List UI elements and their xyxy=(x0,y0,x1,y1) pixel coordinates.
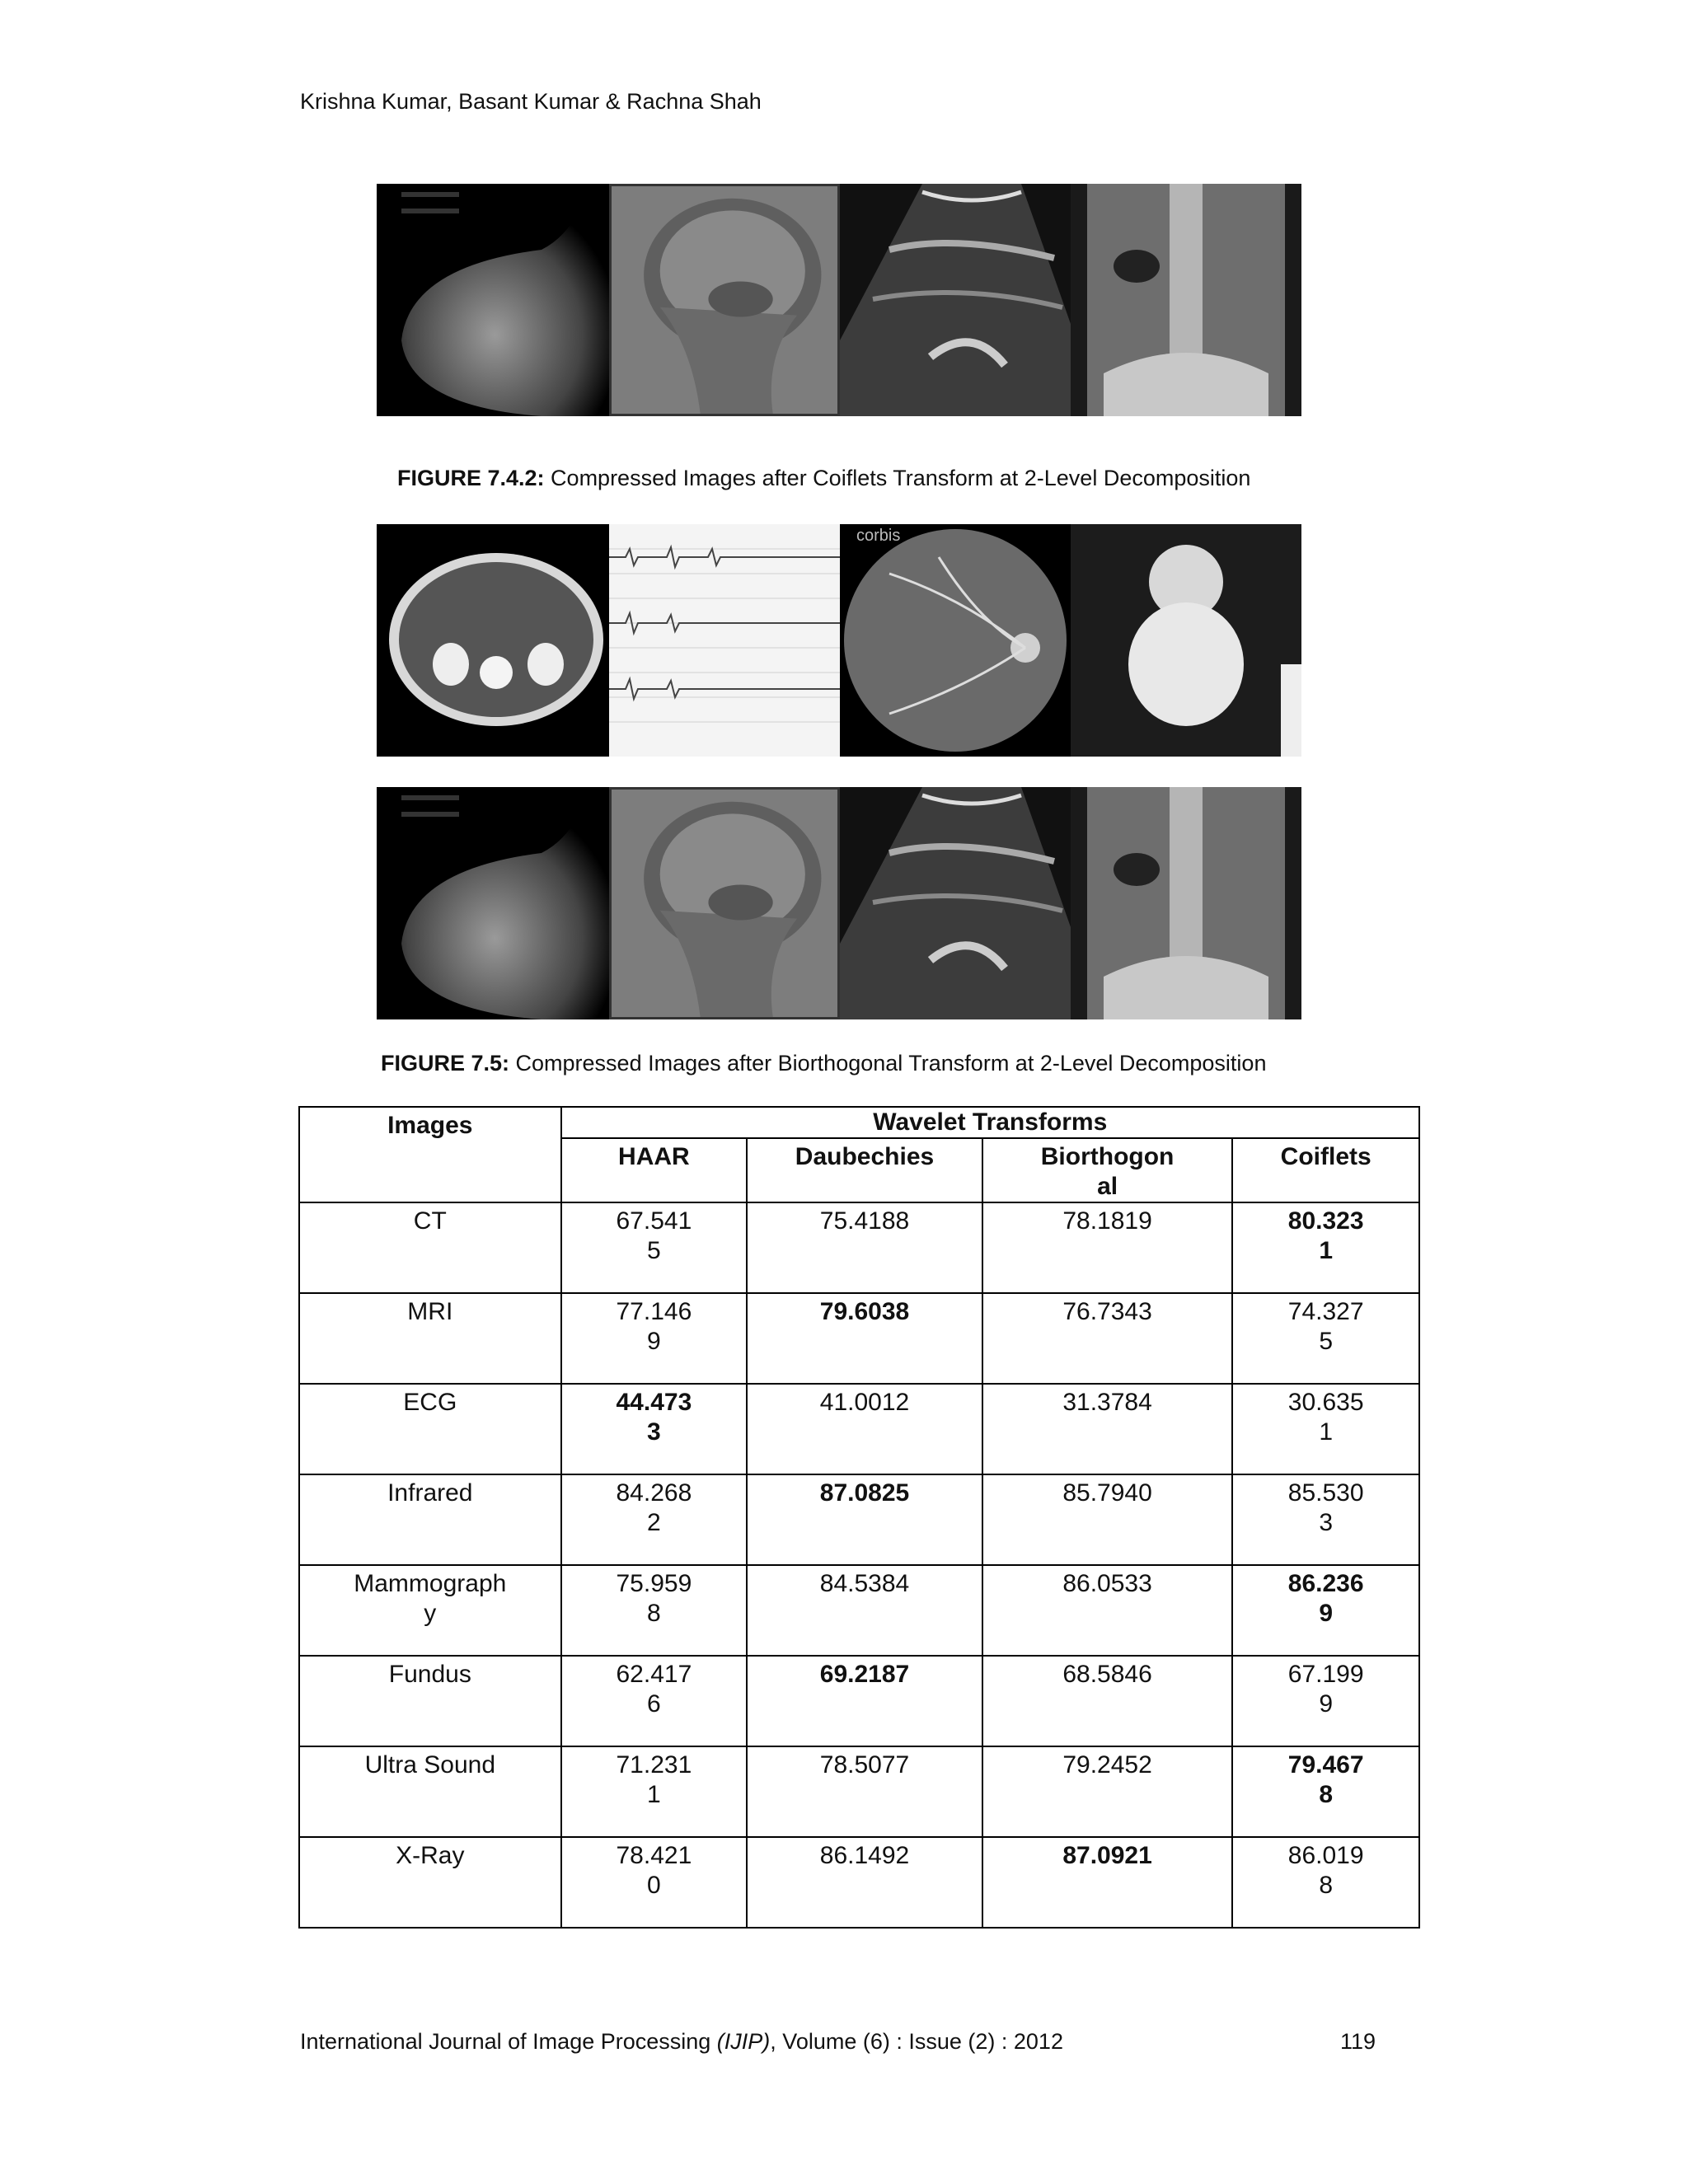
figure-caption-text: Compressed Images after Biorthogonal Transform at 2-Level Decomposition xyxy=(509,1051,1267,1076)
row-image-name: CT xyxy=(299,1202,561,1293)
col-coiflets: Coiflets xyxy=(1232,1138,1419,1202)
table-row xyxy=(299,1384,1419,1474)
journal-issue: , Volume (6) : Issue (2) : 2012 xyxy=(770,2029,1063,2054)
table-row xyxy=(299,1565,1419,1656)
results-table xyxy=(298,1106,1420,1929)
table-cell: 74.3275 xyxy=(1232,1293,1419,1384)
table-cell: 41.0012 xyxy=(747,1384,982,1474)
figure-caption-text: Compressed Images after Coiflets Transform at 2-Level Decomposition xyxy=(544,466,1251,490)
table-cell: 87.0921 xyxy=(982,1837,1233,1928)
row-image-name: Mammography xyxy=(299,1565,561,1656)
row-image-name: MRI xyxy=(299,1293,561,1384)
mammography-image xyxy=(377,787,609,1019)
ecg-image xyxy=(609,524,840,757)
table-cell: 86.1492 xyxy=(747,1837,982,1928)
table-cell: 62.4176 xyxy=(561,1656,748,1746)
table-cell: 69.2187 xyxy=(747,1656,982,1746)
table-cell: 75.4188 xyxy=(747,1202,982,1293)
page-number: 119 xyxy=(1340,2029,1376,2054)
figure-label: FIGURE 7.4.2: xyxy=(397,466,545,490)
header-images: Images xyxy=(299,1107,561,1202)
infrared-image xyxy=(1071,524,1301,757)
table-cell: 85.5303 xyxy=(1232,1474,1419,1565)
header-wavelet-transforms: Wavelet Transforms xyxy=(561,1107,1419,1138)
table-cell: 85.7940 xyxy=(982,1474,1233,1565)
table-row xyxy=(299,1293,1419,1384)
table-body xyxy=(299,1202,1419,1928)
row-image-name: Infrared xyxy=(299,1474,561,1565)
row-image-name: Ultra Sound xyxy=(299,1746,561,1837)
table-cell: 31.3784 xyxy=(982,1384,1233,1474)
table-cell: 84.2682 xyxy=(561,1474,748,1565)
journal-footer xyxy=(300,2029,1063,2055)
mri-image xyxy=(609,184,840,416)
ct-image xyxy=(377,524,609,757)
figure-7-4-2-caption xyxy=(397,466,1250,491)
table-cell: 67.1999 xyxy=(1232,1656,1419,1746)
table-cell: 44.4733 xyxy=(561,1384,748,1474)
table-cell: 77.1469 xyxy=(561,1293,748,1384)
table-cell: 68.5846 xyxy=(982,1656,1233,1746)
table-cell: 86.2369 xyxy=(1232,1565,1419,1656)
figure-7-4-2-image-strip xyxy=(377,184,1301,416)
table-row xyxy=(299,1746,1419,1837)
journal-abbr: (IJIP) xyxy=(716,2029,771,2054)
corbis-watermark: corbis xyxy=(856,527,901,545)
table-cell: 86.0533 xyxy=(982,1565,1233,1656)
xray-image xyxy=(1071,184,1301,416)
table-cell: 67.5415 xyxy=(561,1202,748,1293)
table-row xyxy=(299,1474,1419,1565)
ultrasound-image xyxy=(840,787,1071,1019)
row-image-name: ECG xyxy=(299,1384,561,1474)
xray-image xyxy=(1071,787,1301,1019)
table-cell: 84.5384 xyxy=(747,1565,982,1656)
col-biorthogonal: Biorthogonal xyxy=(982,1138,1233,1202)
table-cell: 79.2452 xyxy=(982,1746,1233,1837)
figure-7-5-bottom-image-strip xyxy=(377,787,1301,1019)
fundus-image xyxy=(840,524,1071,757)
table-cell: 87.0825 xyxy=(747,1474,982,1565)
table-cell: 76.7343 xyxy=(982,1293,1233,1384)
table-row xyxy=(299,1837,1419,1928)
table-cell: 86.0198 xyxy=(1232,1837,1419,1928)
table-cell: 30.6351 xyxy=(1232,1384,1419,1474)
figure-7-5-top-image-strip xyxy=(377,524,1301,757)
row-image-name: Fundus xyxy=(299,1656,561,1746)
figure-7-5-caption xyxy=(381,1051,1266,1076)
running-header: Krishna Kumar, Basant Kumar & Rachna Shah xyxy=(300,89,762,114)
row-image-name: X-Ray xyxy=(299,1837,561,1928)
figure-label: FIGURE 7.5: xyxy=(381,1051,510,1076)
table-cell: 75.9598 xyxy=(561,1565,748,1656)
ultrasound-image xyxy=(840,184,1071,416)
table-row xyxy=(299,1202,1419,1293)
table-cell: 79.6038 xyxy=(747,1293,982,1384)
table-cell: 71.2311 xyxy=(561,1746,748,1837)
col-daubechies: Daubechies xyxy=(747,1138,982,1202)
table-cell: 79.4678 xyxy=(1232,1746,1419,1837)
table-row xyxy=(299,1656,1419,1746)
mri-image xyxy=(609,787,840,1019)
table-cell: 78.5077 xyxy=(747,1746,982,1837)
mammography-image xyxy=(377,184,609,416)
table-cell: 80.3231 xyxy=(1232,1202,1419,1293)
table-cell: 78.1819 xyxy=(982,1202,1233,1293)
col-haar: HAAR xyxy=(561,1138,748,1202)
table-cell: 78.4210 xyxy=(561,1837,748,1928)
journal-name: International Journal of Image Processing xyxy=(300,2029,717,2054)
